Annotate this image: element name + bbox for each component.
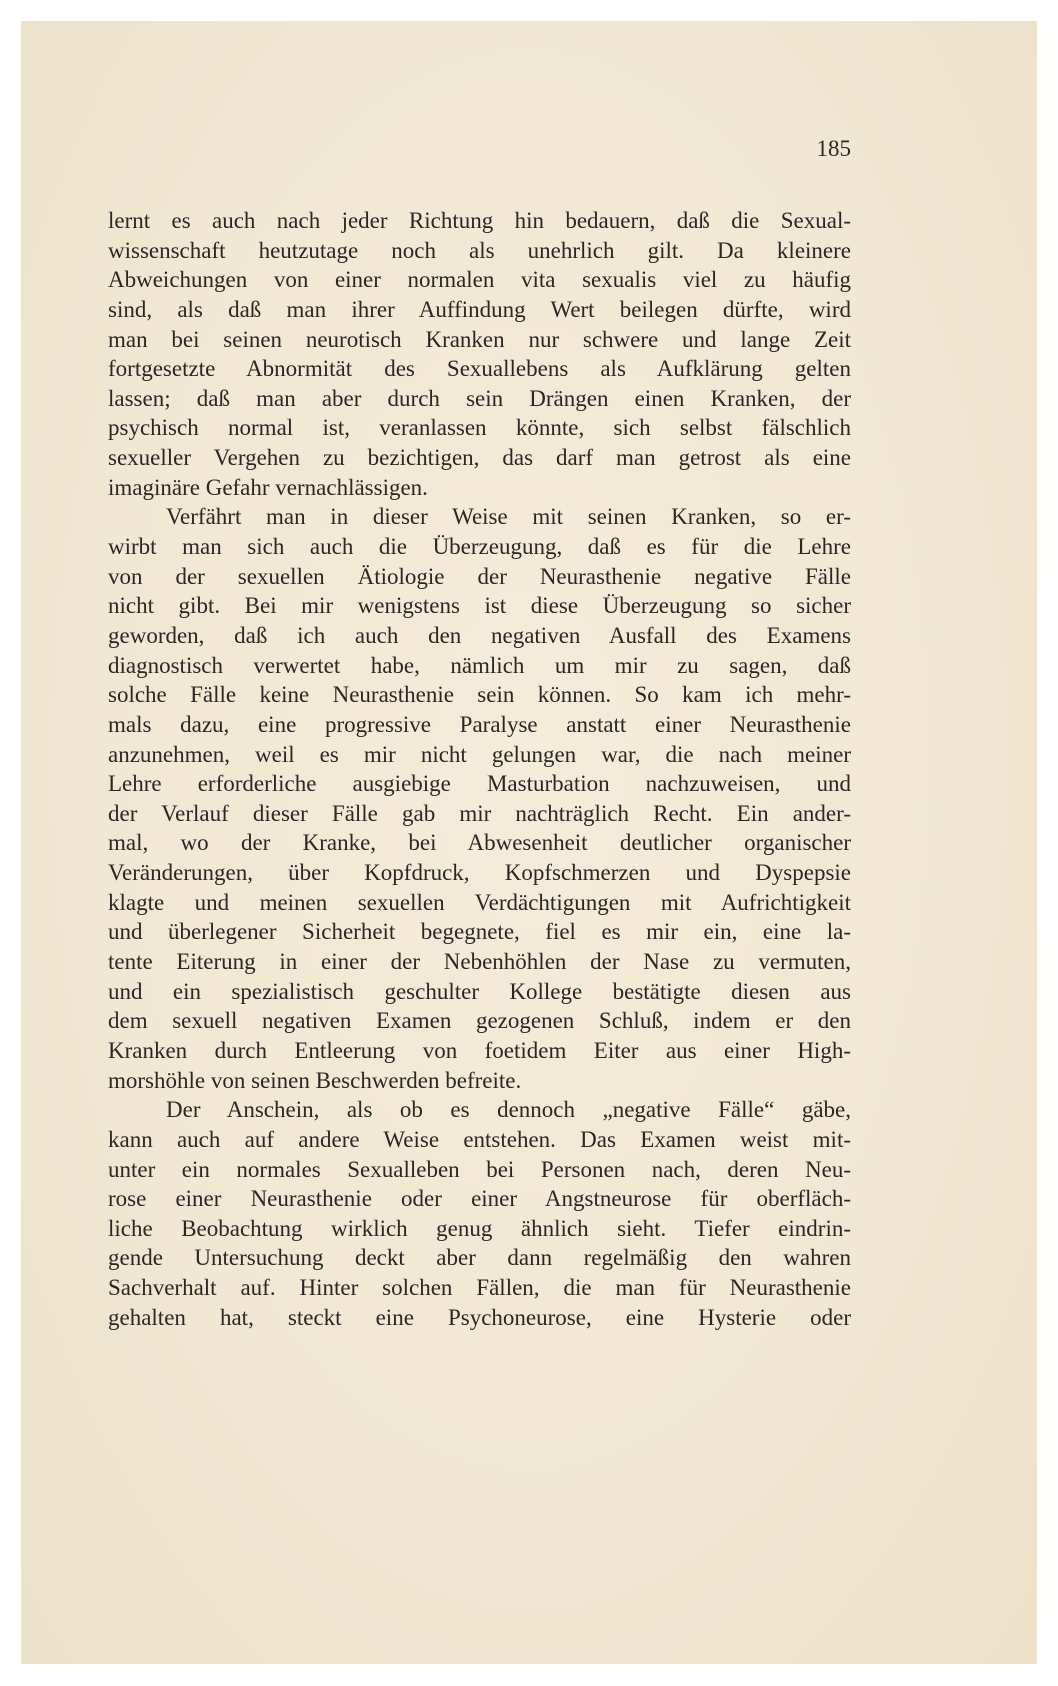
book-page [21,21,1037,1664]
text-line: imaginäre Gefahr vernachlässigen. [108,474,428,500]
text-line: Der Anschein, als ob es dennoch „negative Fälle“ gäbe, [166,1097,851,1123]
body-text [108,206,851,1332]
text-line: und ein spezialistisch geschulter Kollege bestätigte diesen aus [108,978,851,1004]
text-line: klagte und meinen sexuellen Verdächtigungen mit Aufrichtigkeit [108,889,851,915]
text-line: rose einer Neurasthenie oder einer Angstneurose für oberfläch- [108,1186,851,1212]
text-line: kann auch auf andere Weise entstehen. Das Examen weist mit- [108,1126,851,1152]
text-line: und überlegener Sicherheit begegnete, fiel es mir ein, eine la- [108,919,851,945]
text-line: Abweichungen von einer normalen vita sexualis viel zu häufig [108,267,851,293]
text-line: lassen; daß man aber durch sein Drängen einen Kranken, der [108,385,851,411]
text-line: mals dazu, eine progressive Paralyse anstatt einer Neurasthenie [108,711,851,737]
text-line: lernt es auch nach jeder Richtung hin bedauern, daß die Sexual- [108,208,851,233]
text-line: geworden, daß ich auch den negativen Ausfall des Examens [108,622,851,648]
text-line: anzunehmen, weil es mir nicht gelungen war, die nach meiner [108,741,851,767]
text-line: mal, wo der Kranke, bei Abwesenheit deutlicher organischer [108,830,851,856]
text-line: Kranken durch Entleerung von foetidem Eiter aus einer High- [108,1037,851,1063]
text-line: gende Untersuchung deckt aber dann regelmäßig den wahren [108,1245,851,1271]
text-line: der Verlauf dieser Fälle gab mir nachträglich Recht. Ein ander- [108,800,851,826]
text-line: tente Eiterung in einer der Nebenhöhlen der Nase zu vermuten, [108,949,851,975]
text-line: unter ein normales Sexualleben bei Personen nach, deren Neu- [108,1156,851,1182]
text-line: morshöhle von seinen Beschwerden befreite. [108,1067,522,1093]
text-line: psychisch normal ist, veranlassen könnte, sich selbst fälschlich [108,415,851,441]
text-line: sexueller Vergehen zu bezichtigen, das darf man getrost als eine [108,445,851,471]
text-line: solche Fälle keine Neurasthenie sein können. So kam ich mehr- [108,682,851,708]
text-line: nicht gibt. Bei mir wenigstens ist diese Überzeugung so sicher [108,593,851,619]
text-line: wirbt man sich auch die Überzeugung, daß es für die Lehre [108,534,851,560]
text-line: von der sexuellen Ätiologie der Neurasthenie negative Fälle [108,563,851,589]
text-line: dem sexuell negativen Examen gezogenen Schluß, indem er den [108,1008,851,1034]
text-line: Lehre erforderliche ausgiebige Masturbation nachzuweisen, und [108,771,851,797]
text-line: Sachverhalt auf. Hinter solchen Fällen, die man für Neurasthenie [108,1275,851,1301]
text-line: sind, als daß man ihrer Auffindung Wert beilegen dürfte, wird [108,296,851,322]
text-line: gehalten hat, steckt eine Psychoneurose, eine Hysterie oder [108,1304,851,1330]
text-line: Veränderungen, über Kopfdruck, Kopfschmerzen und Dyspepsie [108,860,851,886]
text-line: diagnostisch verwertet habe, nämlich um mir zu sagen, daß [108,652,851,678]
text-line: wissenschaft heutzutage noch als unehrlich gilt. Da kleinere [108,237,851,263]
text-line: liche Beobachtung wirklich genug ähnlich sieht. Tiefer eindrin- [108,1215,851,1241]
text-line: fortgesetzte Abnormität des Sexuallebens als Aufklärung gelten [108,356,851,382]
text-line: man bei seinen neurotisch Kranken nur schwere und lange Zeit [108,326,851,352]
text-line: Verfährt man in dieser Weise mit seinen Kranken, so er- [166,504,851,530]
page-number: 185 [816,136,851,161]
